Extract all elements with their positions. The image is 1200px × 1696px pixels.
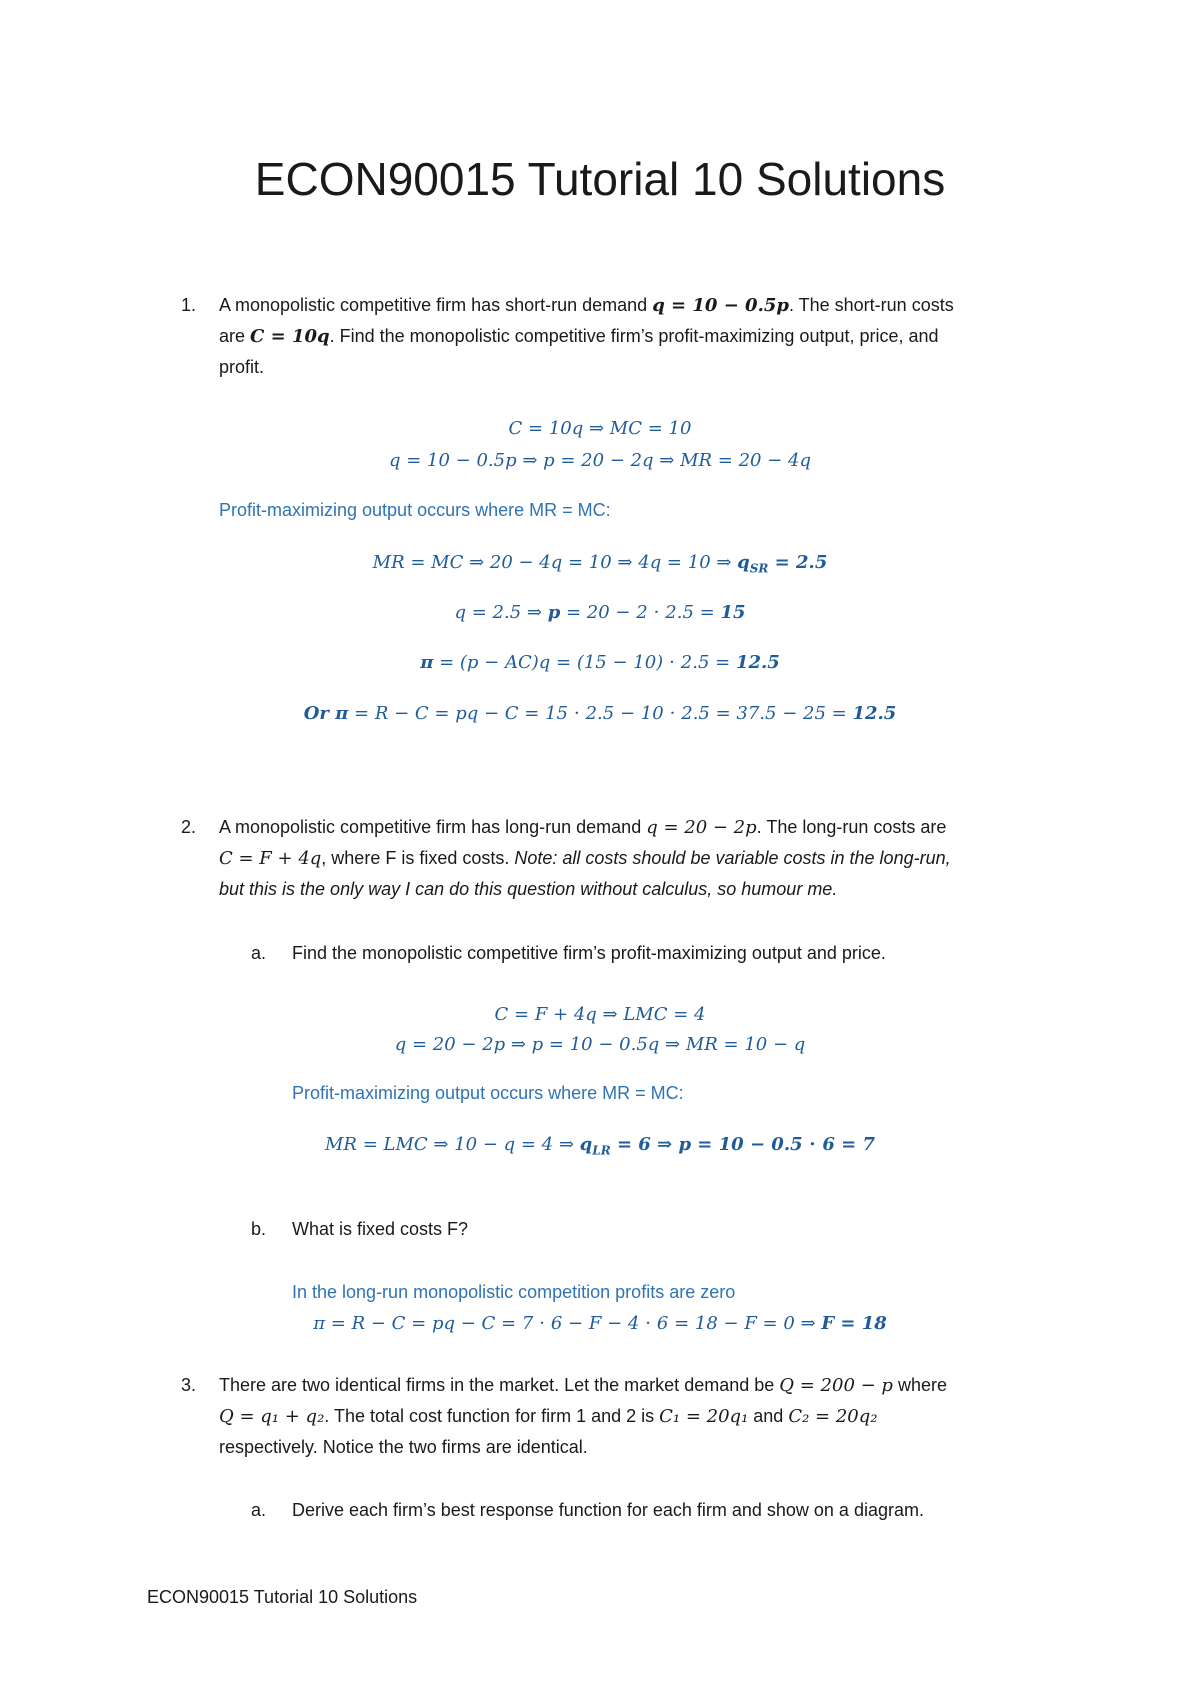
- question-number: 2.: [181, 817, 197, 837]
- subquestion-label: b.: [251, 1219, 267, 1239]
- question-3-line-1: There are two identical firms in the market. Let the market demand be Q = 200 − p where: [219, 1375, 947, 1396]
- question-number: 1.: [181, 295, 197, 315]
- question-1-line-1: A monopolistic competitive firm has short-run demand q = 10 − 0.5p. The short-run costs: [219, 295, 954, 316]
- equation: C = F + 4q ⇒ LMC = 4: [494, 1004, 706, 1025]
- subquestion-label: a.: [251, 1500, 267, 1520]
- equation: MR = MC ⇒ 20 − 4q = 10 ⇒ 4q = 10 ⇒ $q_{SR} = 2.5$: [372, 552, 828, 576]
- question-2b: [251, 1214, 1092, 1245]
- page-title: ECON90015 Tutorial 10 Solutions: [254, 153, 946, 205]
- subquestion-label: a.: [251, 943, 267, 963]
- question-3: [181, 1370, 1079, 1463]
- equation: q = 2.5 ⇒ p = 20 − 2 ⋅ 2.5 = 15: [454, 602, 746, 623]
- equation: π = R − C = pq − C = 7 ⋅ 6 − F − 4 ⋅ 6 = 18 − F = 0 ⇒ F = 18: [313, 1313, 887, 1334]
- subquestion-text: Find the monopolistic competitive firm’s profit-maximizing output and price.: [292, 943, 886, 963]
- equation: MR = LMC ⇒ 10 − q = 4 ⇒ $q_{LR} = 6$ ⇒ p = 10 − 0.5 ⋅ 6 = 7: [325, 1134, 875, 1158]
- subquestion-text: Derive each firm’s best response function for each firm and show on a diagram.: [292, 1500, 924, 1520]
- question-1-line-2: are C = 10q. Find the monopolistic competitive firm’s profit-maximizing output, price, and: [219, 326, 939, 347]
- solution-note: Profit-maximizing output occurs where MR = MC:: [292, 1083, 684, 1103]
- equation: C = 10q ⇒ MC = 10: [508, 418, 692, 439]
- question-2a: [251, 938, 1092, 969]
- question-3-line-2: Q = q₁ + q₂. The total cost function for firm 1 and 2 is C₁ = 20q₁ and C₂ = 20q₂: [219, 1406, 878, 1427]
- question-2-line-2: C = F + 4q, where F is fixed costs. Note: all costs should be variable costs in the long-run,: [219, 848, 951, 869]
- question-1-line-3: profit.: [219, 357, 265, 377]
- equation: q = 20 − 2p ⇒ p = 10 − 0.5q ⇒ MR = 10 − q: [394, 1034, 806, 1055]
- page-footer: ECON90015 Tutorial 10 Solutions: [147, 1587, 418, 1607]
- equation: π = (p − AC)q = (15 − 10) ⋅ 2.5 = 12.5: [420, 652, 780, 673]
- question-1: [181, 290, 1079, 383]
- question-3-line-3: respectively. Notice the two firms are identical.: [219, 1437, 588, 1457]
- question-number: 3.: [181, 1375, 197, 1395]
- solution-note: In the long-run monopolistic competition profits are zero: [292, 1282, 736, 1302]
- question-2: [181, 812, 1079, 905]
- subquestion-text: What is fixed costs F?: [292, 1219, 469, 1239]
- question-3a: [251, 1495, 1092, 1526]
- question-2-line-3: but this is the only way I can do this question without calculus, so humour me.: [219, 879, 838, 899]
- question-2-line-1: A monopolistic competitive firm has long-run demand q = 20 − 2p. The long-run costs are: [219, 817, 947, 838]
- solution-note: Profit-maximizing output occurs where MR = MC:: [219, 500, 611, 520]
- equation: q = 10 − 0.5p ⇒ p = 20 − 2q ⇒ MR = 20 − 4q: [388, 450, 812, 471]
- equation: Or π = R − C = pq − C = 15 ⋅ 2.5 − 10 ⋅ 2.5 = 37.5 − 25 = 12.5: [303, 703, 897, 724]
